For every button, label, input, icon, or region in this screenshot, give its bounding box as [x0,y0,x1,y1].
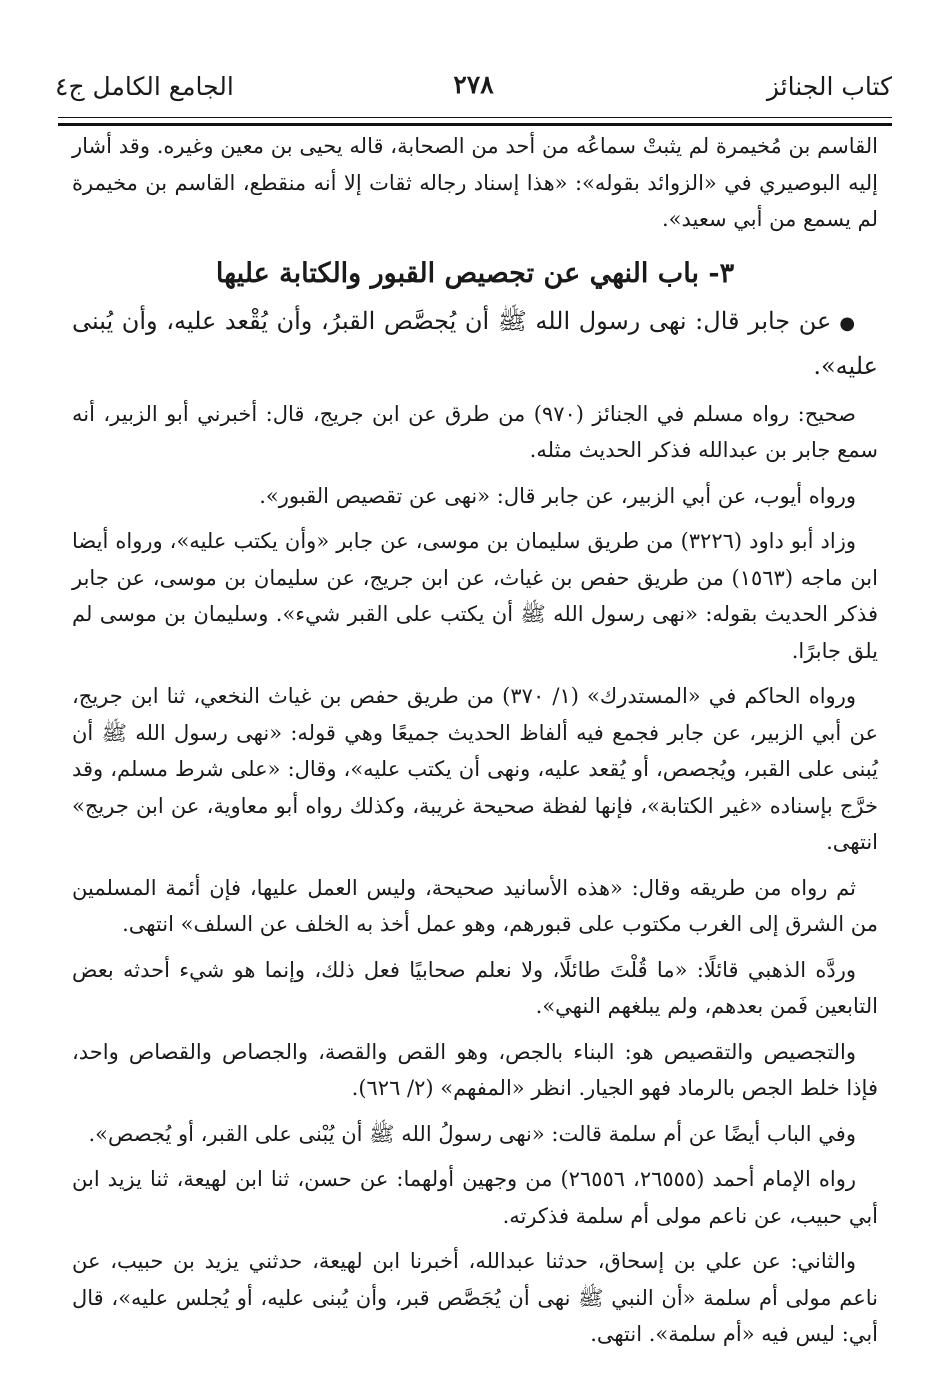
commentary-paragraph: وردَّه الذهبي قائلًا: «ما قُلْتَ طائلًا، ولا نعلم صحابيًا فعل ذلك، وإنما هو شيء أحدثه بعض التابعين فَمن بعدهم، ولم يبلغهم النهي». [72,957,878,1018]
chapter-heading: ٣- باب النهي عن تجصيص القبور والكتابة عليها [215,257,735,289]
page-number: ٢٧٨ [453,70,494,99]
commentary-paragraph: رواه الإمام أحمد (٢٦٥٥٥، ٢٦٥٥٦) من وجهين أولهما: عن حسن، ثنا ابن لهيعة، ثنا يزيد ابن أبي حبيب، عن ناعم مولى أم سلمة فذكرته. [72,1167,878,1228]
commentary-paragraph: ورواه أيوب، عن أبي الزبير، عن جابر قال: «نهى عن تقصيص القبور». [259,483,856,508]
running-header [55,62,892,112]
commentary-paragraph: والثاني: عن علي بن إسحاق، حدثنا عبدالله، أخبرنا ابن لهيعة، حدثني يزيد بن حبيب، عن ناعم مولى أم سلمة «أن النبي ﷺ نهى أن يُجَصَّص قبر، وأن يُبنى عليه، أو يُجلس عليه»، قال أبي: ليس فيه «أم سلمة». انتهى. [72,1249,878,1346]
hadith-body: عن جابر قال: نهى رسول الله ﷺ أن يُجصَّص القبرُ، وأن يُقْعد عليه، وأن يُبنى عليه». [72,306,878,380]
commentary-paragraph: والتجصيص والتقصيص هو: البناء بالجص، وهو القص والقصة، والجصاص والقصاص واحد، فإذا خلط الجص بالرماد فهو الجيار. انظر «المفهم» (٢/ ٦٢٦). [72,1039,878,1100]
page-body [72,128,878,1362]
commentary-paragraph: وفي الباب أيضًا عن أم سلمة قالت: «نهى رسولُ الله ﷺ أن يُبْنى على القبر، أو يُجصص». [88,1121,856,1146]
commentary-paragraph: ثم رواه من طريقه وقال: «هذه الأسانيد صحيحة، وليس العمل عليها، فإن أئمة المسلمين من الشرق إلى الغرب مكتوب على قبورهم، وهو عمل أخذ به الخلف عن السلف» انتهى. [72,875,878,936]
header-rule-thin [58,117,892,118]
bullet-icon: ● [839,312,856,334]
commentary-paragraph: صحيح: رواه مسلم في الجنائز (٩٧٠) من طرق عن ابن جريج، قال: أخبرني أبو الزبير، أنه سمع جابر بن عبدالله فذكر الحديث مثله. [72,401,878,462]
header-rule-thick [58,123,892,126]
intro-paragraph: القاسم بن مُخيمرة لم يثبتْ سماعُه من أحد من الصحابة، قاله يحيى بن معين وغيره. وقد أشار إليه البوصيري في «الزوائد بقوله»: «هذا إسناد رجاله ثقات إلا أنه منقطع، القاسم بن مخيمرة لم يسمع من أبي سعيد». [72,134,878,231]
header-book-section: كتاب الجنائز [766,72,892,101]
commentary-paragraph: ورواه الحاكم في «المستدرك» (١/ ٣٧٠) من طريق حفص بن غياث النخعي، ثنا ابن جريج، عن أبي الزبير، عن جابر فجمع فيه ألفاظ الحديث جميعًا وهي قوله: «نهى رسول الله ﷺ أن يُبنى على القبر، ويُجصص، أو يُقعد عليه، ونهى أن يكتب عليه»، وقال: «على شرط مسلم، وقد خرَّج بإسناده «غير الكتابة»، فإنها لفظة صحيحة غريبة، وكذلك رواه أبو معاوية، عن ابن جريج» انتهى. [72,684,878,854]
hadith-text [72,300,878,387]
header-book-title: الجامع الكامل ج٤ [55,72,234,101]
commentary-paragraph: وزاد أبو داود (٣٢٢٦) من طريق سليمان بن موسى، عن جابر «وأن يكتب عليه»، ورواه أيضا ابن ماجه (١٥٦٣) من طريق حفص بن غياث، عن ابن جريج، عن سليمان بن موسى، عن جابر فذكر الحديث بقوله: «نهى رسول الله ﷺ أن يكتب على القبر شيء». وسليمان بن موسى لم يلق جابرًا. [72,529,878,663]
